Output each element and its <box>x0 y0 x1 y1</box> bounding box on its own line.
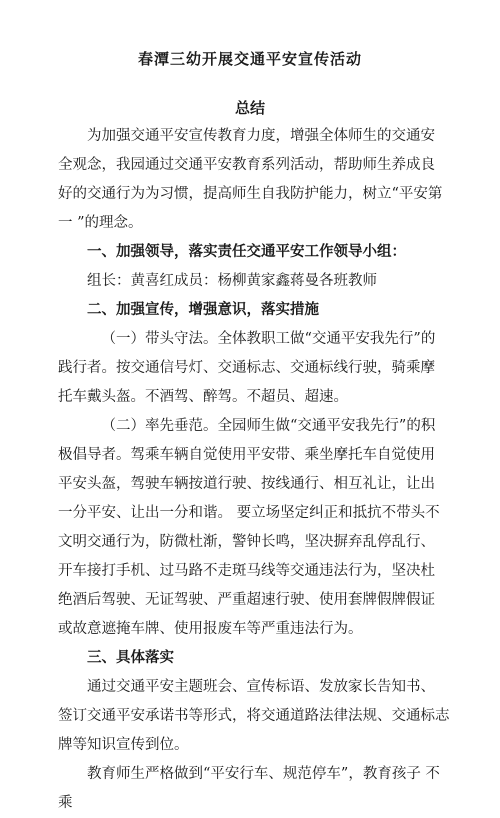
document-title: 春潭三幼开展交通平安宣传活动 <box>137 50 362 68</box>
section1-heading: 一、加强领导，落实责任交通平安工作领导小组： <box>87 244 406 260</box>
section3-paragraph-1: 通过交通平安主题班会、宣传标语、发放家长告知书、 签订交通平安承诺书等形式，将交通道路法律法规、交通标志牌等知识宣传到位。 <box>58 679 450 753</box>
intro-paragraph: 为加强交通平安宣传教育力度，增强全体师生的交通安 全观念，我园通过交通平安教育系列活动，帮助师生养成良 好的交通行为为习惯，提高师生自我防护能力，树立“平安第 一 ”的理念。 <box>58 128 443 231</box>
section1-members: 组长：黄喜红成员：杨柳黄家鑫蒋曼各班教师 <box>87 273 377 289</box>
document-subtitle: 总结 <box>234 99 265 117</box>
document-body <box>58 122 454 818</box>
section3-paragraph-2: 教育师生严格做到“平安行车、规范停车”，教育孩子 不乘 <box>58 766 440 811</box>
section2-heading: 二、加强宣传，增强意识，落实措施 <box>87 302 319 318</box>
section2-item-1: （一）带头守法。全体教职工做“交通平安我先行”的 践行者。按交通信号灯、交通标志、交通标线行驶，骑乘摩 托车戴头盔。不酒驾、醉驾。不超员、超速。 <box>58 331 436 405</box>
section3-heading: 三、具体落实 <box>87 650 174 666</box>
section2-item-2: （二）率先垂范。全园师生做“交通平安我先行”的积 极倡导者。驾乘车辆自觉使用平安带、乘坐摩托车自觉使用 平安头盔，驾驶车辆按道行驶、按线通行、相互礼让，让出 一分平安、让出一分和谐。 要立场坚定纠正和抵抗不带头不 文明交通行为，防微杜渐，警钟长鸣，坚决摒弃乱停乱行、 开车接打手机、过马路不走斑马线等交通违法行为，坚决杜 绝酒后驾驶、无证驾驶、严重超速行驶、使用套牌假牌假证 或故意遮掩车牌、使用报废车等严重违法行为。 <box>58 418 440 637</box>
